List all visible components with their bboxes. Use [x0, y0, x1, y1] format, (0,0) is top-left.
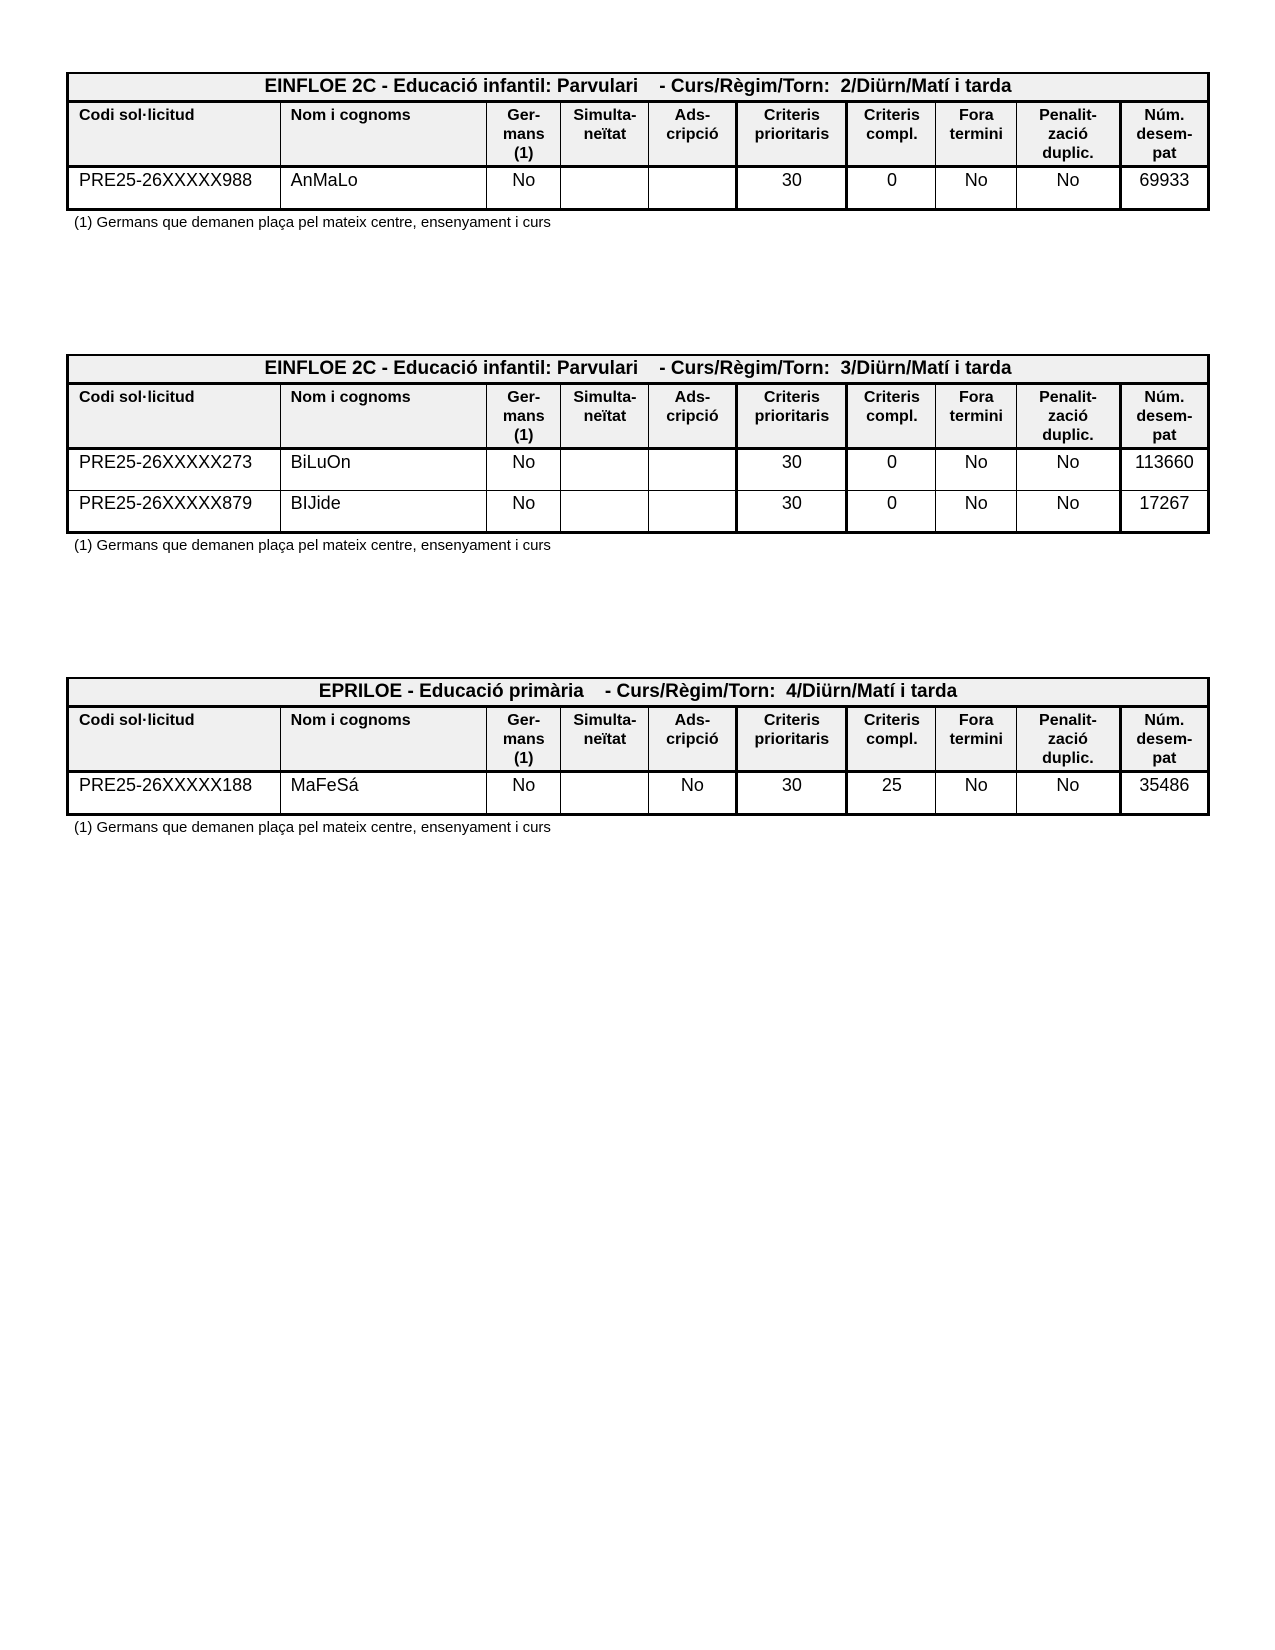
table-cell: No [487, 491, 561, 533]
table-cell [561, 167, 649, 210]
column-header: Nom i cognoms [280, 102, 486, 167]
table-cell: 30 [737, 449, 847, 491]
table-cell: 0 [847, 491, 936, 533]
column-header: Nom i cognoms [280, 384, 486, 449]
column-header: Fora termini [936, 102, 1017, 167]
table-cell: No [1017, 491, 1121, 533]
column-header: Codi sol·licitud [68, 384, 281, 449]
column-header: Ger- mans (1) [487, 102, 561, 167]
column-header: Codi sol·licitud [68, 102, 281, 167]
table-cell: No [1017, 772, 1121, 815]
table-header-row [68, 707, 1209, 772]
table-cell: No [487, 449, 561, 491]
section-curs-regim-torn: Curs/Règim/Torn: 2/Diürn/Matí i tarda [670, 76, 1012, 97]
table-cell: 69933 [1120, 167, 1208, 210]
table-cell: PRE25-26XXXXX988 [68, 167, 281, 210]
table-cell: 113660 [1120, 449, 1208, 491]
table-cell: No [487, 772, 561, 815]
table-cell [561, 449, 649, 491]
column-header: Núm. desem- pat [1120, 384, 1208, 449]
section-description: - Educació infantil: Parvulari - [376, 76, 671, 97]
section-description: - Educació primària - [402, 681, 617, 702]
table-cell: BiLuOn [280, 449, 486, 491]
column-header: Fora termini [936, 384, 1017, 449]
admission-table-section [66, 72, 1210, 231]
admission-table [66, 72, 1210, 211]
column-header: Criteris prioritaris [737, 384, 847, 449]
table-cell: No [649, 772, 737, 815]
admission-table-section [66, 354, 1210, 554]
admission-table [66, 677, 1210, 816]
column-header: Ger- mans (1) [487, 707, 561, 772]
table-header-row [68, 384, 1209, 449]
table-cell: 25 [847, 772, 936, 815]
column-header: Criteris compl. [847, 102, 936, 167]
table-cell: PRE25-26XXXXX879 [68, 491, 281, 533]
section-title [68, 355, 1209, 384]
column-header: Simulta- neïtat [561, 102, 649, 167]
section-description: - Educació infantil: Parvulari - [376, 358, 671, 379]
table-cell: BIJide [280, 491, 486, 533]
table-cell: 35486 [1120, 772, 1208, 815]
table-cell: No [487, 167, 561, 210]
table-cell: No [936, 449, 1017, 491]
column-header: Ads- cripció [649, 707, 737, 772]
column-header: Núm. desem- pat [1120, 707, 1208, 772]
table-cell: 0 [847, 449, 936, 491]
footnote: (1) Germans que demanen plaça pel mateix centre, ensenyament i curs [74, 537, 551, 554]
table-cell [649, 491, 737, 533]
column-header: Criteris prioritaris [737, 707, 847, 772]
table-row [68, 491, 1209, 533]
table-cell: 0 [847, 167, 936, 210]
table-cell: 30 [737, 772, 847, 815]
table-cell [561, 491, 649, 533]
column-header: Criteris prioritaris [737, 102, 847, 167]
admission-table [66, 354, 1210, 534]
table-cell [649, 449, 737, 491]
column-header: Codi sol·licitud [68, 707, 281, 772]
table-cell [649, 167, 737, 210]
table-cell: 17267 [1120, 491, 1208, 533]
section-code: EPRILOE [318, 681, 403, 702]
table-cell: No [1017, 449, 1121, 491]
table-cell: No [936, 167, 1017, 210]
admission-table-section [66, 677, 1210, 836]
table-cell: PRE25-26XXXXX273 [68, 449, 281, 491]
table-row [68, 167, 1209, 210]
column-header: Simulta- neïtat [561, 707, 649, 772]
column-header: Fora termini [936, 707, 1017, 772]
column-header: Criteris compl. [847, 707, 936, 772]
table-header-row [68, 102, 1209, 167]
table-cell: AnMaLo [280, 167, 486, 210]
column-header: Nom i cognoms [280, 707, 486, 772]
section-code: EINFLOE 2C [264, 358, 377, 379]
column-header: Ads- cripció [649, 384, 737, 449]
column-header: Criteris compl. [847, 384, 936, 449]
footnote: (1) Germans que demanen plaça pel mateix centre, ensenyament i curs [74, 214, 551, 231]
column-header: Simulta- neïtat [561, 384, 649, 449]
column-header: Penalit- zació duplic. [1017, 384, 1121, 449]
table-cell: No [936, 772, 1017, 815]
column-header: Ads- cripció [649, 102, 737, 167]
table-row [68, 772, 1209, 815]
table-cell: 30 [737, 491, 847, 533]
section-code: EINFLOE 2C [264, 76, 377, 97]
column-header: Penalit- zació duplic. [1017, 102, 1121, 167]
table-cell: 30 [737, 167, 847, 210]
section-title [68, 73, 1209, 102]
column-header: Ger- mans (1) [487, 384, 561, 449]
footnote: (1) Germans que demanen plaça pel mateix centre, ensenyament i curs [74, 819, 551, 836]
section-title [68, 678, 1209, 707]
table-cell: PRE25-26XXXXX188 [68, 772, 281, 815]
section-curs-regim-torn: Curs/Règim/Torn: 4/Diürn/Matí i tarda [616, 681, 958, 702]
table-cell: No [1017, 167, 1121, 210]
table-cell: MaFeSá [280, 772, 486, 815]
table-row [68, 449, 1209, 491]
column-header: Penalit- zació duplic. [1017, 707, 1121, 772]
column-header: Núm. desem- pat [1120, 102, 1208, 167]
table-cell [561, 772, 649, 815]
section-curs-regim-torn: Curs/Règim/Torn: 3/Diürn/Matí i tarda [670, 358, 1012, 379]
table-cell: No [936, 491, 1017, 533]
